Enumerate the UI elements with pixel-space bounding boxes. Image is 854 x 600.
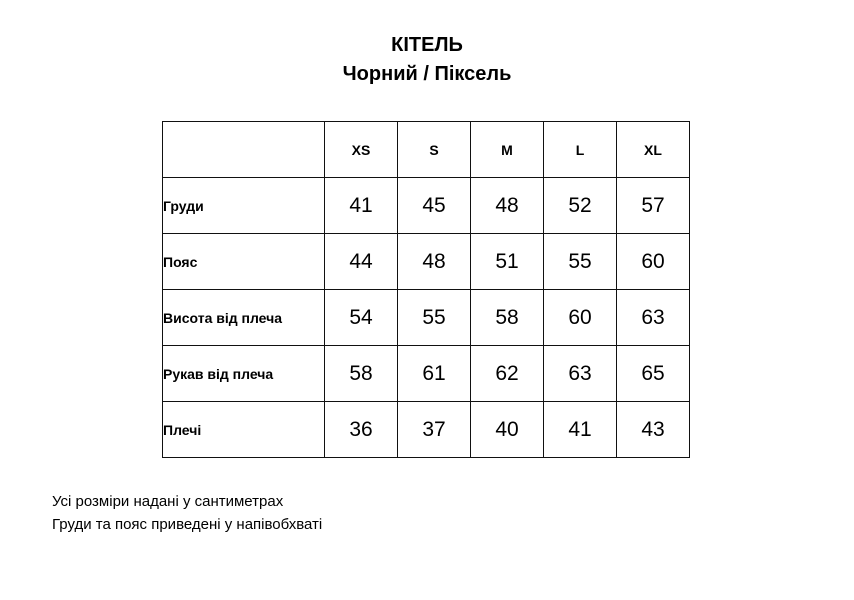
table-cell: 63 — [544, 346, 617, 402]
corner-cell — [163, 122, 325, 178]
table-row — [163, 402, 690, 458]
table-cell: 60 — [544, 290, 617, 346]
table-row — [163, 234, 690, 290]
page-title: КІТЕЛЬ — [391, 34, 463, 56]
size-header-xs: XS — [325, 122, 398, 178]
table-cell: 55 — [398, 290, 471, 346]
table-row — [163, 346, 690, 402]
table-cell: 37 — [398, 402, 471, 458]
size-header-m: M — [471, 122, 544, 178]
table-cell: 44 — [325, 234, 398, 290]
table-cell: 62 — [471, 346, 544, 402]
table-cell: 43 — [617, 402, 690, 458]
table-cell: 58 — [471, 290, 544, 346]
table-cell: 55 — [544, 234, 617, 290]
row-label-chest: Груди — [163, 178, 325, 234]
table-cell: 65 — [617, 346, 690, 402]
table-cell: 41 — [544, 402, 617, 458]
row-label-waist: Пояс — [163, 234, 325, 290]
table-cell: 60 — [617, 234, 690, 290]
table-cell: 48 — [398, 234, 471, 290]
note-half-girth: Груди та пояс приведені у напівобхваті — [52, 516, 323, 533]
page-subtitle: Чорний / Піксель — [342, 63, 512, 85]
table-cell: 52 — [544, 178, 617, 234]
table-cell: 58 — [325, 346, 398, 402]
table-cell: 63 — [617, 290, 690, 346]
table-cell: 36 — [325, 402, 398, 458]
table-cell: 61 — [398, 346, 471, 402]
table-cell: 41 — [325, 178, 398, 234]
table-row — [163, 178, 690, 234]
table-cell: 45 — [398, 178, 471, 234]
notes-block — [52, 490, 322, 536]
size-header-xl: XL — [617, 122, 690, 178]
size-header-l: L — [544, 122, 617, 178]
table-cell: 54 — [325, 290, 398, 346]
table-cell: 51 — [471, 234, 544, 290]
table-cell: 40 — [471, 402, 544, 458]
row-label-shoulders: Плечі — [163, 402, 325, 458]
row-label-length: Висота від плеча — [163, 290, 325, 346]
table-cell: 57 — [617, 178, 690, 234]
note-units: Усі розміри надані у сантиметрах — [52, 493, 284, 510]
size-header-s: S — [398, 122, 471, 178]
table-row — [163, 290, 690, 346]
size-chart-table — [162, 121, 690, 458]
table-cell: 48 — [471, 178, 544, 234]
header-row — [163, 122, 690, 178]
row-label-sleeve: Рукав від плеча — [163, 346, 325, 402]
